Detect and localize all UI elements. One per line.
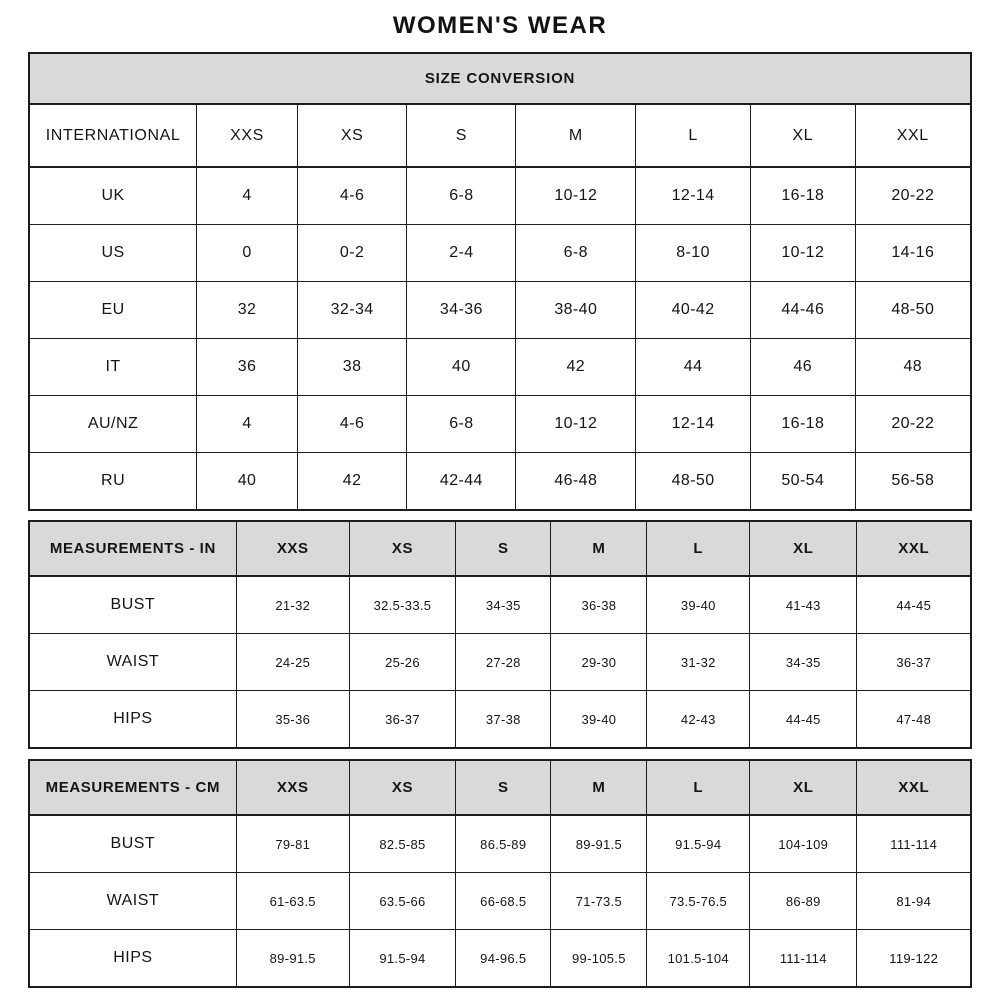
table-cell: 16-18 [751,396,856,453]
column-header: M [516,104,636,167]
table-cell: 44-46 [751,282,856,339]
column-header: M [551,521,647,576]
table-cell: 0-2 [297,225,406,282]
row-label: US [29,225,197,282]
table-cell: 12-14 [636,167,751,225]
table-cell: 27-28 [456,634,551,691]
table-cell: 38-40 [516,282,636,339]
table-row [29,930,971,988]
column-header: XL [750,521,857,576]
table-cell: 42-44 [407,453,516,511]
table-cell: 6-8 [407,167,516,225]
column-header: L [647,760,750,815]
table-cell: 10-12 [516,396,636,453]
table-cell: 12-14 [636,396,751,453]
table-row [29,576,971,634]
table-cell: 99-105.5 [551,930,647,988]
table-cell: 37-38 [456,691,551,749]
table-cell: 35-36 [236,691,349,749]
table-cell: 20-22 [855,396,971,453]
column-header: XXS [197,104,298,167]
table-cell: 71-73.5 [551,873,647,930]
table-cell: 44-45 [750,691,857,749]
table-cell: 81-94 [857,873,971,930]
size-conversion-table [28,52,972,511]
column-header: L [647,521,750,576]
table-cell: 32-34 [297,282,406,339]
table-cell: 63.5-66 [349,873,455,930]
table-row [29,225,971,282]
column-header: XXS [236,760,349,815]
table-cell: 89-91.5 [551,815,647,873]
table-cell: 10-12 [751,225,856,282]
table-cell: 24-25 [236,634,349,691]
table-cell: 44 [636,339,751,396]
table-cell: 34-35 [456,576,551,634]
table-cell: 31-32 [647,634,750,691]
table-row [29,282,971,339]
table-cell: 36-37 [857,634,971,691]
column-header: XL [750,760,857,815]
table-cell: 20-22 [855,167,971,225]
row-label: EU [29,282,197,339]
row-label: BUST [29,815,236,873]
column-header: XXS [236,521,349,576]
row-label: WAIST [29,634,236,691]
table-cell: 82.5-85 [349,815,455,873]
table-cell: 86-89 [750,873,857,930]
column-header: XS [297,104,406,167]
row-label: BUST [29,576,236,634]
table-cell: 40-42 [636,282,751,339]
page-title: WOMEN'S WEAR [392,12,608,39]
row-label: WAIST [29,873,236,930]
table-cell: 66-68.5 [456,873,551,930]
column-header: L [636,104,751,167]
row-label: AU/NZ [29,396,197,453]
table-row [29,167,971,225]
table-cell: 4-6 [297,167,406,225]
table-cell: 61-63.5 [236,873,349,930]
row-label: UK [29,167,197,225]
table-cell: 4 [197,396,298,453]
table-title-cell: MEASUREMENTS - CM [29,760,236,815]
table-cell: 40 [407,339,516,396]
table-cell: 39-40 [551,691,647,749]
table-title-cell: MEASUREMENTS - IN [29,521,236,576]
table-cell: 29-30 [551,634,647,691]
table-title-row [29,53,971,104]
table-cell: 6-8 [516,225,636,282]
table-cell: 50-54 [751,453,856,511]
column-header: XXL [855,104,971,167]
table-row [29,873,971,930]
table-cell: 89-91.5 [236,930,349,988]
table-cell: 56-58 [855,453,971,511]
size-conversion-title: SIZE CONVERSION [29,53,971,104]
table-cell: 34-35 [750,634,857,691]
measurements-cm-header-row [29,760,971,815]
table-cell: 111-114 [750,930,857,988]
row-label: HIPS [29,930,236,988]
table-cell: 16-18 [751,167,856,225]
table-row [29,396,971,453]
table-cell: 38 [297,339,406,396]
measurements-in-table [28,520,972,749]
table-cell: 111-114 [857,815,971,873]
table-cell: 101.5-104 [647,930,750,988]
table-cell: 8-10 [636,225,751,282]
table-cell: 32 [197,282,298,339]
measurements-cm-table [28,759,972,988]
table-cell: 46 [751,339,856,396]
table-cell: 119-122 [857,930,971,988]
table-row [29,453,971,511]
table-cell: 104-109 [750,815,857,873]
size-conversion-header-row [29,104,971,167]
table-cell: 25-26 [349,634,455,691]
table-row [29,634,971,691]
table-cell: 91.5-94 [349,930,455,988]
table-cell: 4-6 [297,396,406,453]
column-header: INTERNATIONAL [29,104,197,167]
column-header: XL [751,104,856,167]
table-cell: 36 [197,339,298,396]
table-row [29,339,971,396]
table-cell: 48 [855,339,971,396]
table-cell: 91.5-94 [647,815,750,873]
column-header: XS [349,521,455,576]
table-cell: 42 [297,453,406,511]
row-label: IT [29,339,197,396]
table-cell: 42 [516,339,636,396]
column-header: XS [349,760,455,815]
table-cell: 14-16 [855,225,971,282]
column-header: S [407,104,516,167]
measurements-in-header-row [29,521,971,576]
column-header: S [456,521,551,576]
table-cell: 10-12 [516,167,636,225]
table-cell: 79-81 [236,815,349,873]
table-cell: 39-40 [647,576,750,634]
table-cell: 32.5-33.5 [349,576,455,634]
table-cell: 2-4 [407,225,516,282]
table-cell: 47-48 [857,691,971,749]
table-cell: 48-50 [855,282,971,339]
table-cell: 36-37 [349,691,455,749]
column-header: M [551,760,647,815]
table-cell: 41-43 [750,576,857,634]
table-cell: 0 [197,225,298,282]
table-cell: 48-50 [636,453,751,511]
table-cell: 4 [197,167,298,225]
table-cell: 6-8 [407,396,516,453]
table-cell: 42-43 [647,691,750,749]
table-cell: 40 [197,453,298,511]
table-cell: 34-36 [407,282,516,339]
table-cell: 94-96.5 [456,930,551,988]
table-row [29,691,971,749]
column-header: S [456,760,551,815]
table-cell: 21-32 [236,576,349,634]
row-label: RU [29,453,197,511]
table-cell: 86.5-89 [456,815,551,873]
row-label: HIPS [29,691,236,749]
table-cell: 36-38 [551,576,647,634]
column-header: XXL [857,760,971,815]
table-cell: 46-48 [516,453,636,511]
table-row [29,815,971,873]
column-header: XXL [857,521,971,576]
table-cell: 73.5-76.5 [647,873,750,930]
table-cell: 44-45 [857,576,971,634]
